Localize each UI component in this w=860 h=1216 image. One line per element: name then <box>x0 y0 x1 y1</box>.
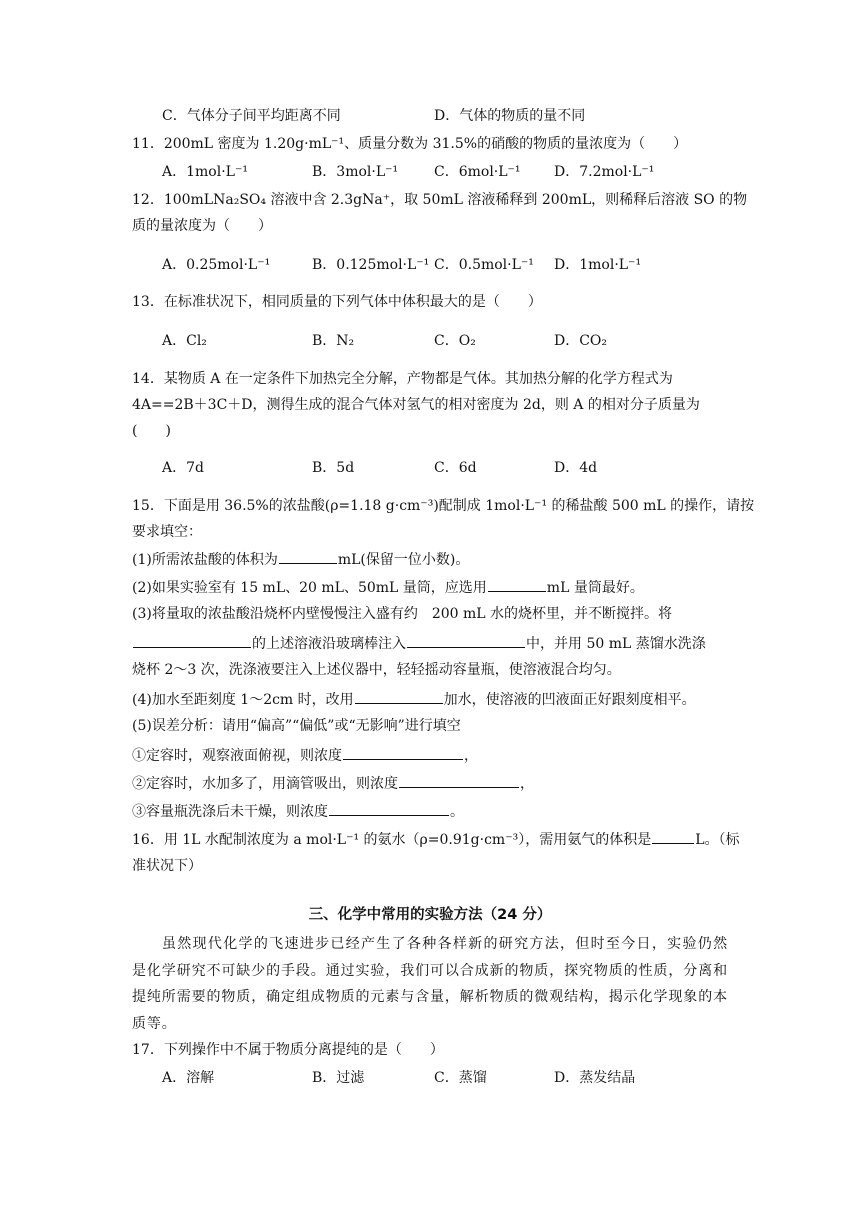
q15-stem-line1: 15．下面是用 36.5%的浓盐酸(ρ=1.18 g·cm⁻³)配制成 1mol·L⁻¹ 的稀盐酸 500 mL 的操作，请按 <box>132 498 755 514</box>
q15-error3 <box>132 801 464 821</box>
q15-part3-line3: 烧杯 2～3 次，洗涤液要注入上述仪器中，轻轻摇动容量瓶，使溶液混合均匀。 <box>132 662 621 678</box>
q15-part3-line1: (3)将量取的浓盐酸沿烧杯内壁慢慢注入盛有约 200 mL 水的烧杯里，并不断搅拌。将 <box>132 606 673 622</box>
q14-stem-line2: 4A==2B＋3C＋D，测得生成的混合气体对氢气的相对密度为 2d，则 A 的相对分子质量为 <box>132 397 700 413</box>
q15-part3-blank1[interactable] <box>133 633 251 648</box>
q12-stem-line1: 12．100mLNa₂SO₄ 溶液中含 2.3gNa⁺，取 50mL 溶液稀释到 200mL，则稀释后溶液 SO 的物 <box>132 192 748 208</box>
q15-part1 <box>132 549 469 569</box>
q12-option-b: B．0.125mol·L⁻¹ <box>312 257 430 273</box>
q15-part2-text: (2)如果实验室有 15 mL、20 mL、50mL 量筒，应选用 <box>132 580 487 596</box>
q15-part1-unit: mL(保留一位小数)。 <box>337 552 470 568</box>
q12-option-d: D．1mol·L⁻¹ <box>554 257 642 273</box>
q11-option-c: C．6mol·L⁻¹ <box>434 164 521 180</box>
q15-part4-tail: 加水，使溶液的凹液面正好跟刻度相平。 <box>443 692 696 708</box>
q16-stem-tail: L。（标 <box>695 832 740 848</box>
q17-stem: 17．下列操作中不属于物质分离提纯的是（ ） <box>132 1042 444 1058</box>
q15-part4 <box>132 689 696 709</box>
q15-part4-text: (4)加水至距刻度 1～2cm 时，改用 <box>132 692 354 708</box>
q15-part3-text-c: 中，并用 50 mL 蒸馏水洗涤 <box>526 636 706 652</box>
section-intro <box>132 931 728 1037</box>
q17-option-b: B．过滤 <box>312 1070 365 1086</box>
q15-stem-line2: 要求填空： <box>132 524 202 540</box>
q17-option-c: C．蒸馏 <box>434 1070 487 1086</box>
q12-option-a: A．0.25mol·L⁻¹ <box>162 257 271 273</box>
q15-part3-text-b: 的上述溶液沿玻璃棒注入 <box>252 636 406 652</box>
q15-part3-blank2[interactable] <box>407 633 525 648</box>
section-intro-text: 虽然现代化学的飞速进步已经产生了各种各样新的研究方法，但时至今日，实验仍然是化学研究不可缺少的手段。通过实验，我们可以合成新的物质，探究物质的性质，分离和提纯所需要的物质，确定组成物质的元素与含量，解析物质的微观结构，揭示化学现象的本质等。 <box>132 936 728 1032</box>
q15-part1-blank[interactable] <box>279 549 337 564</box>
section-title: 三、化学中常用的实验方法（24 分） <box>308 907 552 923</box>
q15-error3-punct: 。 <box>450 804 464 820</box>
q15-error2-text: ②定容时，水加多了，用滴管吸出，则浓度 <box>132 776 398 792</box>
q16-blank[interactable] <box>652 829 694 844</box>
q15-error1-punct: ， <box>464 748 478 764</box>
q16-stem-text: 16．用 1L 水配制浓度为 a mol·L⁻¹ 的氨水（ρ=0.91g·cm⁻³），需用氨气的体积是 <box>132 832 652 848</box>
q12-stem-line2: 质的量浓度为（ ） <box>132 218 272 234</box>
q15-error2-punct: ， <box>520 776 534 792</box>
q17-option-d: D．蒸发结晶 <box>554 1070 636 1086</box>
q15-error3-blank[interactable] <box>329 801 449 816</box>
q13-option-d: D．CO₂ <box>554 333 608 349</box>
q15-part2-blank[interactable] <box>488 577 546 592</box>
q14-option-b: B．5d <box>312 460 355 476</box>
q13-option-c: C．O₂ <box>434 333 476 349</box>
q11-option-a: A．1mol·L⁻¹ <box>162 164 248 180</box>
q10-option-c: C．气体分子间平均距离不同 <box>162 108 341 124</box>
q14-stem-line3: ( ) <box>132 423 171 439</box>
q15-error3-text: ③容量瓶洗涤后未干燥，则浓度 <box>132 804 328 820</box>
q14-option-c: C．6d <box>434 460 477 476</box>
q15-part3-line2 <box>132 633 706 653</box>
q15-error2-blank[interactable] <box>399 773 519 788</box>
q13-stem: 13．在标准状况下，相同质量的下列气体中体积最大的是（ ） <box>132 294 542 310</box>
q15-part1-text: (1)所需浓盐酸的体积为 <box>132 552 278 568</box>
q11-stem: 11．200mL 密度为 1.20g·mL⁻¹、质量分数为 31.5%的硝酸的物质的量浓度为（ ） <box>132 136 688 152</box>
q13-option-a: A．Cl₂ <box>162 333 207 349</box>
q16-stem-line2: 准状况下） <box>132 858 202 874</box>
q15-error2 <box>132 773 534 793</box>
q15-part5: (5)误差分析：请用“偏高”“偏低”或“无影响”进行填空 <box>132 718 461 734</box>
q14-option-a: A．7d <box>162 460 204 476</box>
q10-option-d: D．气体的物质的量不同 <box>434 108 586 124</box>
q11-option-b: B．3mol·L⁻¹ <box>312 164 399 180</box>
q15-part4-blank[interactable] <box>355 689 443 704</box>
q15-part2 <box>132 577 644 597</box>
q15-error1 <box>132 745 478 765</box>
q15-error1-blank[interactable] <box>343 745 463 760</box>
q11-option-d: D．7.2mol·L⁻¹ <box>554 164 655 180</box>
q15-part2-unit: mL 量筒最好。 <box>546 580 644 596</box>
q14-stem-line1: 14．某物质 A 在一定条件下加热完全分解，产物都是气体。其加热分解的化学方程式为 <box>132 371 673 387</box>
q16-stem-line1 <box>132 829 740 849</box>
q12-option-c: C．0.5mol·L⁻¹ <box>434 257 534 273</box>
q15-error1-text: ①定容时，观察液面俯视，则浓度 <box>132 748 342 764</box>
q13-option-b: B．N₂ <box>312 333 355 349</box>
q14-option-d: D．4d <box>554 460 598 476</box>
q17-option-a: A．溶解 <box>162 1070 215 1086</box>
